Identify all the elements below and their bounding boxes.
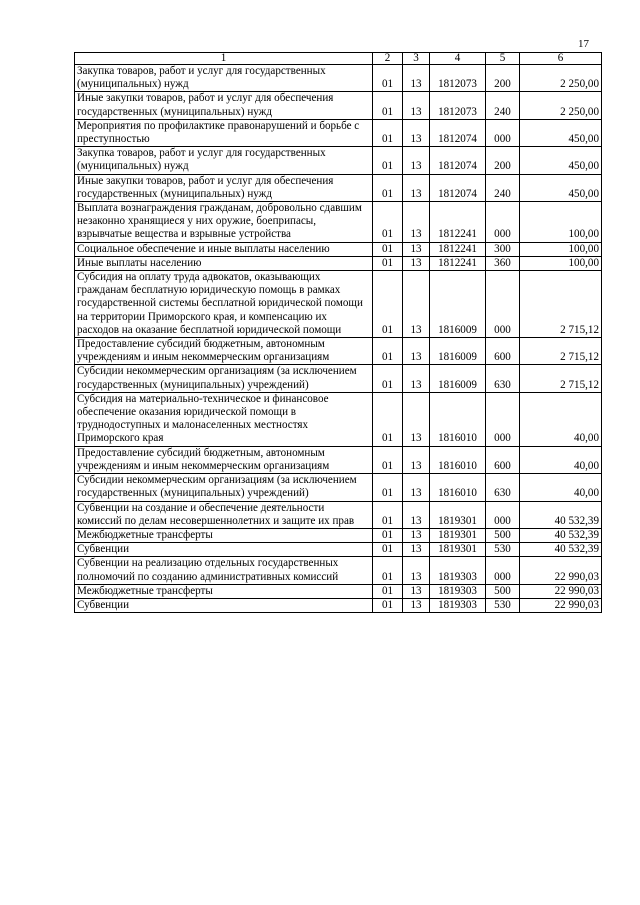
table-row <box>75 119 602 146</box>
row-name-cell: Предоставление субсидий бюджетным, автономным учреждениям и иным некоммерческим организациям <box>75 446 373 473</box>
row-section-cell: 01 <box>373 446 403 473</box>
row-expense-type-cell: 000 <box>486 271 520 338</box>
row-name-cell: Выплата вознаграждения гражданам, добровольно сдавшим незаконно хранящиеся у них оружие, боеприпасы, взрывчатые вещества и взрывные устройства <box>75 202 373 243</box>
row-expense-type-cell: 600 <box>486 446 520 473</box>
row-subsection-cell: 13 <box>403 174 430 201</box>
table-row <box>75 65 602 92</box>
row-expense-type-cell: 360 <box>486 256 520 270</box>
table-row <box>75 92 602 119</box>
row-name-cell: Субвенции на реализацию отдельных государственных полномочий по созданию административных комиссий <box>75 557 373 584</box>
row-name-cell: Субсидия на оплату труда адвокатов, оказывающих гражданам бесплатную юридическую помощь в рамках государственной системы бесплатной юридической помощи на территории Приморского края, и компенсацию их расходов на оказание бесплатной юридической помощи <box>75 271 373 338</box>
table-header <box>75 53 602 65</box>
row-expense-type-cell: 500 <box>486 584 520 598</box>
row-expense-type-cell: 240 <box>486 92 520 119</box>
row-name-cell: Субсидии некоммерческим организациям (за исключением государственных (муниципальных) учреждений) <box>75 365 373 392</box>
row-name-cell: Субвенции <box>75 543 373 557</box>
table-row <box>75 202 602 243</box>
table-row <box>75 174 602 201</box>
row-section-cell: 01 <box>373 119 403 146</box>
row-section-cell: 01 <box>373 338 403 365</box>
row-target-code-cell: 1812073 <box>430 92 486 119</box>
row-name-cell: Субсидия на материально-техническое и финансовое обеспечение оказания юридической помощи в труднодоступных и малонаселенных местностях Приморского края <box>75 392 373 446</box>
row-target-code-cell: 1812074 <box>430 147 486 174</box>
row-subsection-cell: 13 <box>403 501 430 528</box>
row-name-cell: Мероприятия по профилактике правонарушений и борьбе с преступностью <box>75 119 373 146</box>
row-expense-type-cell: 000 <box>486 501 520 528</box>
row-expense-type-cell: 530 <box>486 598 520 612</box>
row-section-cell: 01 <box>373 392 403 446</box>
row-section-cell: 01 <box>373 543 403 557</box>
header-col-3: 3 <box>403 53 430 65</box>
row-amount-cell: 2 715,12 <box>520 338 602 365</box>
table-row <box>75 557 602 584</box>
table-row <box>75 543 602 557</box>
row-amount-cell: 450,00 <box>520 147 602 174</box>
row-subsection-cell: 13 <box>403 242 430 256</box>
row-amount-cell: 100,00 <box>520 256 602 270</box>
row-expense-type-cell: 300 <box>486 242 520 256</box>
row-amount-cell: 22 990,03 <box>520 584 602 598</box>
row-name-cell: Иные закупки товаров, работ и услуг для обеспечения государственных (муниципальных) нужд <box>75 92 373 119</box>
row-name-cell: Закупка товаров, работ и услуг для государственных (муниципальных) нужд <box>75 147 373 174</box>
row-subsection-cell: 13 <box>403 147 430 174</box>
header-row <box>75 53 602 65</box>
row-name-cell: Иные закупки товаров, работ и услуг для обеспечения государственных (муниципальных) нужд <box>75 174 373 201</box>
row-expense-type-cell: 600 <box>486 338 520 365</box>
row-subsection-cell: 13 <box>403 202 430 243</box>
row-section-cell: 01 <box>373 92 403 119</box>
row-target-code-cell: 1812074 <box>430 119 486 146</box>
row-target-code-cell: 1816009 <box>430 338 486 365</box>
row-target-code-cell: 1819303 <box>430 598 486 612</box>
table-row <box>75 338 602 365</box>
row-amount-cell: 2 250,00 <box>520 92 602 119</box>
row-amount-cell: 22 990,03 <box>520 557 602 584</box>
row-section-cell: 01 <box>373 202 403 243</box>
row-name-cell: Закупка товаров, работ и услуг для государственных (муниципальных) нужд <box>75 65 373 92</box>
row-target-code-cell: 1819301 <box>430 501 486 528</box>
row-amount-cell: 100,00 <box>520 242 602 256</box>
table-row <box>75 271 602 338</box>
row-target-code-cell: 1816010 <box>430 392 486 446</box>
table-row <box>75 242 602 256</box>
row-subsection-cell: 13 <box>403 446 430 473</box>
budget-table <box>74 52 602 613</box>
row-target-code-cell: 1812073 <box>430 65 486 92</box>
row-section-cell: 01 <box>373 147 403 174</box>
row-subsection-cell: 13 <box>403 584 430 598</box>
header-col-6: 6 <box>520 53 602 65</box>
row-subsection-cell: 13 <box>403 271 430 338</box>
row-subsection-cell: 13 <box>403 557 430 584</box>
row-section-cell: 01 <box>373 474 403 501</box>
table-body <box>75 65 602 613</box>
row-subsection-cell: 13 <box>403 598 430 612</box>
page-number: 17 <box>578 38 589 50</box>
row-section-cell: 01 <box>373 528 403 542</box>
row-name-cell: Субсидии некоммерческим организациям (за исключением государственных (муниципальных) учреждений) <box>75 474 373 501</box>
row-expense-type-cell: 000 <box>486 557 520 584</box>
row-amount-cell: 40 532,39 <box>520 543 602 557</box>
row-name-cell: Межбюджетные трансферты <box>75 528 373 542</box>
row-section-cell: 01 <box>373 271 403 338</box>
row-name-cell: Субвенции на создание и обеспечение деятельности комиссий по делам несовершеннолетних и защите их прав <box>75 501 373 528</box>
header-col-2: 2 <box>373 53 403 65</box>
row-expense-type-cell: 000 <box>486 202 520 243</box>
row-target-code-cell: 1816009 <box>430 365 486 392</box>
table-row <box>75 392 602 446</box>
row-subsection-cell: 13 <box>403 65 430 92</box>
row-amount-cell: 40 532,39 <box>520 501 602 528</box>
row-amount-cell: 100,00 <box>520 202 602 243</box>
header-col-5: 5 <box>486 53 520 65</box>
row-subsection-cell: 13 <box>403 528 430 542</box>
row-target-code-cell: 1812241 <box>430 256 486 270</box>
row-subsection-cell: 13 <box>403 256 430 270</box>
row-amount-cell: 40,00 <box>520 392 602 446</box>
row-expense-type-cell: 240 <box>486 174 520 201</box>
table-row <box>75 474 602 501</box>
row-amount-cell: 2 715,12 <box>520 271 602 338</box>
row-subsection-cell: 13 <box>403 338 430 365</box>
row-amount-cell: 450,00 <box>520 119 602 146</box>
row-section-cell: 01 <box>373 256 403 270</box>
row-target-code-cell: 1816010 <box>430 446 486 473</box>
row-target-code-cell: 1819301 <box>430 528 486 542</box>
row-target-code-cell: 1816009 <box>430 271 486 338</box>
row-amount-cell: 40 532,39 <box>520 528 602 542</box>
table-row <box>75 598 602 612</box>
row-name-cell: Социальное обеспечение и иные выплаты населению <box>75 242 373 256</box>
row-section-cell: 01 <box>373 242 403 256</box>
table-row <box>75 446 602 473</box>
row-subsection-cell: 13 <box>403 365 430 392</box>
row-section-cell: 01 <box>373 65 403 92</box>
row-section-cell: 01 <box>373 501 403 528</box>
row-target-code-cell: 1816010 <box>430 474 486 501</box>
row-amount-cell: 22 990,03 <box>520 598 602 612</box>
row-amount-cell: 450,00 <box>520 174 602 201</box>
header-col-4: 4 <box>430 53 486 65</box>
row-name-cell: Иные выплаты населению <box>75 256 373 270</box>
row-target-code-cell: 1819301 <box>430 543 486 557</box>
row-expense-type-cell: 630 <box>486 365 520 392</box>
table-row <box>75 147 602 174</box>
row-subsection-cell: 13 <box>403 543 430 557</box>
row-amount-cell: 2 250,00 <box>520 65 602 92</box>
row-amount-cell: 40,00 <box>520 446 602 473</box>
row-target-code-cell: 1812241 <box>430 202 486 243</box>
row-expense-type-cell: 630 <box>486 474 520 501</box>
table-row <box>75 528 602 542</box>
row-subsection-cell: 13 <box>403 119 430 146</box>
row-target-code-cell: 1812241 <box>430 242 486 256</box>
row-subsection-cell: 13 <box>403 92 430 119</box>
row-subsection-cell: 13 <box>403 474 430 501</box>
row-expense-type-cell: 000 <box>486 392 520 446</box>
row-expense-type-cell: 200 <box>486 65 520 92</box>
table-row <box>75 501 602 528</box>
row-target-code-cell: 1819303 <box>430 584 486 598</box>
row-amount-cell: 40,00 <box>520 474 602 501</box>
row-name-cell: Предоставление субсидий бюджетным, автономным учреждениям и иным некоммерческим организациям <box>75 338 373 365</box>
row-expense-type-cell: 500 <box>486 528 520 542</box>
table-row <box>75 365 602 392</box>
row-section-cell: 01 <box>373 174 403 201</box>
row-section-cell: 01 <box>373 598 403 612</box>
row-name-cell: Субвенции <box>75 598 373 612</box>
table-row <box>75 256 602 270</box>
row-expense-type-cell: 200 <box>486 147 520 174</box>
row-target-code-cell: 1812074 <box>430 174 486 201</box>
row-expense-type-cell: 530 <box>486 543 520 557</box>
header-col-1: 1 <box>75 53 373 65</box>
row-section-cell: 01 <box>373 584 403 598</box>
row-name-cell: Межбюджетные трансферты <box>75 584 373 598</box>
row-expense-type-cell: 000 <box>486 119 520 146</box>
row-section-cell: 01 <box>373 557 403 584</box>
row-amount-cell: 2 715,12 <box>520 365 602 392</box>
table-row <box>75 584 602 598</box>
row-subsection-cell: 13 <box>403 392 430 446</box>
row-target-code-cell: 1819303 <box>430 557 486 584</box>
row-section-cell: 01 <box>373 365 403 392</box>
